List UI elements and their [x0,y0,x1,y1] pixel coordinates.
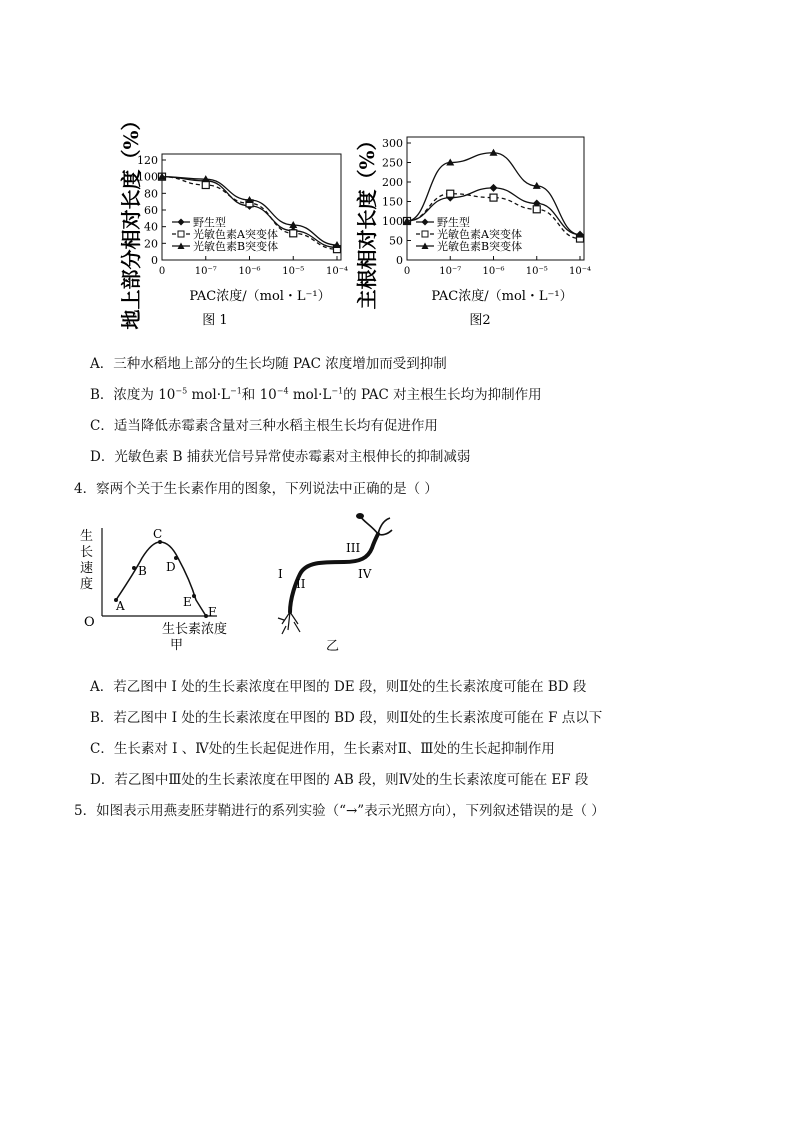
fig2-axes [382,137,591,277]
q3-optb-text: mol·L [187,387,230,403]
x-tick-label: 10⁻⁴ [325,266,349,277]
fig1-ylabel: 地上部分相对长度（%） [119,110,143,330]
q3-optb-exp: −4 [276,386,289,396]
fig2-ylabel: 主根相对长度（%） [355,130,379,310]
yi-label-1: I [278,567,283,581]
q3-optb-exp: −5 [175,386,188,396]
jia-origin: O [84,615,95,630]
q5-stem: 5．如图表示用燕麦胚芽鞘进行的系列实验（“→”表示光照方向），下列叙述错误的是（ ） [74,803,605,819]
seedling-leaves [360,516,392,535]
jia-label-a: A [116,599,125,613]
jia-ylabel-2: 长 [80,545,94,560]
fig1-caption: 图 1 [202,313,228,328]
y-tick-label: 250 [382,156,403,170]
legend-marker-diamond [178,219,185,226]
data-point-square [447,190,454,197]
jia-point-e [192,594,196,598]
x-tick-label: 10⁻⁵ [525,266,548,277]
y-tick-label: 0 [151,254,158,267]
data-point-square [290,230,297,237]
q3-optb-text: mol·L [288,387,332,403]
q4-option-c: C．生长素对 I 、Ⅳ处的生长起促进作用，生长素对Ⅱ、Ⅲ处的生长起抑制作用 [90,741,555,757]
q3-option-a: A．三种水稻地上部分的生长均随 PAC 浓度增加而受到抑制 [90,356,447,372]
q3-optb-exp: −1 [331,386,344,396]
legend-label: 光敏色素A突变体 [437,228,522,241]
x-tick-label: 10⁻⁵ [282,266,305,277]
fig2-caption: 图2 [469,313,491,328]
yi-label-4: IV [358,567,372,581]
data-point-square [533,206,540,213]
data-point-diamond [490,184,498,192]
figure-yi [268,508,408,658]
jia-ylabel-4: 度 [80,577,94,592]
legend-marker-square [422,231,428,237]
x-tick-label: 0 [158,266,166,277]
jia-curve [116,542,206,616]
jia-ylabel-3: 速 [80,561,94,576]
x-tick-label: 10⁻⁷ [194,266,217,277]
data-point-square [490,194,497,201]
q3-option-b [90,383,542,403]
seedling-roots [278,612,300,634]
y-tick-label: 100 [382,215,403,228]
fig2-xlabel: PAC浓度/（mol・L⁻¹） [431,289,573,304]
q4-option-a: A．若乙图中 I 处的生长素浓度在甲图的 DE 段，则Ⅱ处的生长素浓度可能在 BD 段 [90,679,587,695]
q4-option-d: D．若乙图中Ⅲ处的生长素浓度在甲图的 AB 段，则Ⅳ处的生长素浓度可能在 EF 段 [90,772,589,788]
x-tick-label: 10⁻⁷ [439,266,462,277]
jia-caption: 甲 [170,638,184,653]
legend-label: 光敏色素B突变体 [193,240,279,253]
jia-label-e: E [183,595,192,609]
legend-label: 光敏色素A突变体 [193,228,278,241]
y-tick-label: 300 [382,137,403,150]
q3-optb-text: 的 PAC 对主根生长均为抑制作用 [343,387,542,403]
y-tick-label: 120 [137,154,158,167]
yi-label-3: III [346,541,361,555]
seedling-bud [356,513,364,519]
x-tick-label: 10⁻⁶ [238,266,261,277]
figure-1 [110,100,360,340]
fig1-xlabel: PAC浓度/（mol・L⁻¹） [189,289,331,304]
jia-point-b [132,566,136,570]
y-tick-label: 0 [396,254,403,267]
q3-optb-text: 和 10 [241,387,277,403]
y-tick-label: 60 [144,204,158,217]
legend-label: 野生型 [193,216,226,229]
jia-xlabel: 生长素浓度 [162,622,228,637]
figure-2 [352,100,602,340]
x-tick-label: 10⁻⁴ [568,266,592,277]
x-tick-label: 10⁻⁶ [482,266,505,277]
jia-label-d: D [166,560,176,574]
jia-label-b: B [138,564,147,578]
legend-label: 光敏色素B突变体 [437,240,523,253]
q3-optb-text: B．浓度为 10 [90,387,176,403]
q3-option-d: D．光敏色素 B 捕获光信号异常使赤霉素对主根伸长的抑制减弱 [90,449,471,465]
jia-label-f: F [208,605,217,619]
q3-option-c: C．适当降低赤霉素含量对三种水稻主根生长均有促进作用 [90,418,438,434]
y-tick-label: 20 [144,237,158,251]
figure-jia [72,518,252,658]
q4-stem: 4．察两个关于生长素作用的图象，下列说法中正确的是（ ） [74,481,438,497]
legend-marker-square [178,231,184,237]
y-tick-label: 50 [389,234,403,248]
fig1-axes [137,154,348,277]
jia-label-c: C [153,527,163,541]
legend-label: 野生型 [437,216,470,229]
jia-ylabel-1: 生 [80,529,94,544]
q4-option-b: B．若乙图中 I 处的生长素浓度在甲图的 BD 段，则Ⅱ处的生长素浓度可能在 F 点以下 [90,710,603,726]
y-tick-label: 100 [137,170,158,184]
y-tick-label: 40 [144,220,158,234]
y-tick-label: 150 [382,195,403,209]
x-tick-label: 0 [403,266,411,277]
yi-caption: 乙 [326,639,340,654]
y-tick-label: 200 [382,176,403,189]
legend-marker-diamond [422,219,429,226]
data-point-square [202,182,209,189]
yi-label-2: II [296,577,306,591]
y-tick-label: 80 [144,187,158,201]
q3-optb-exp: −1 [229,386,242,396]
